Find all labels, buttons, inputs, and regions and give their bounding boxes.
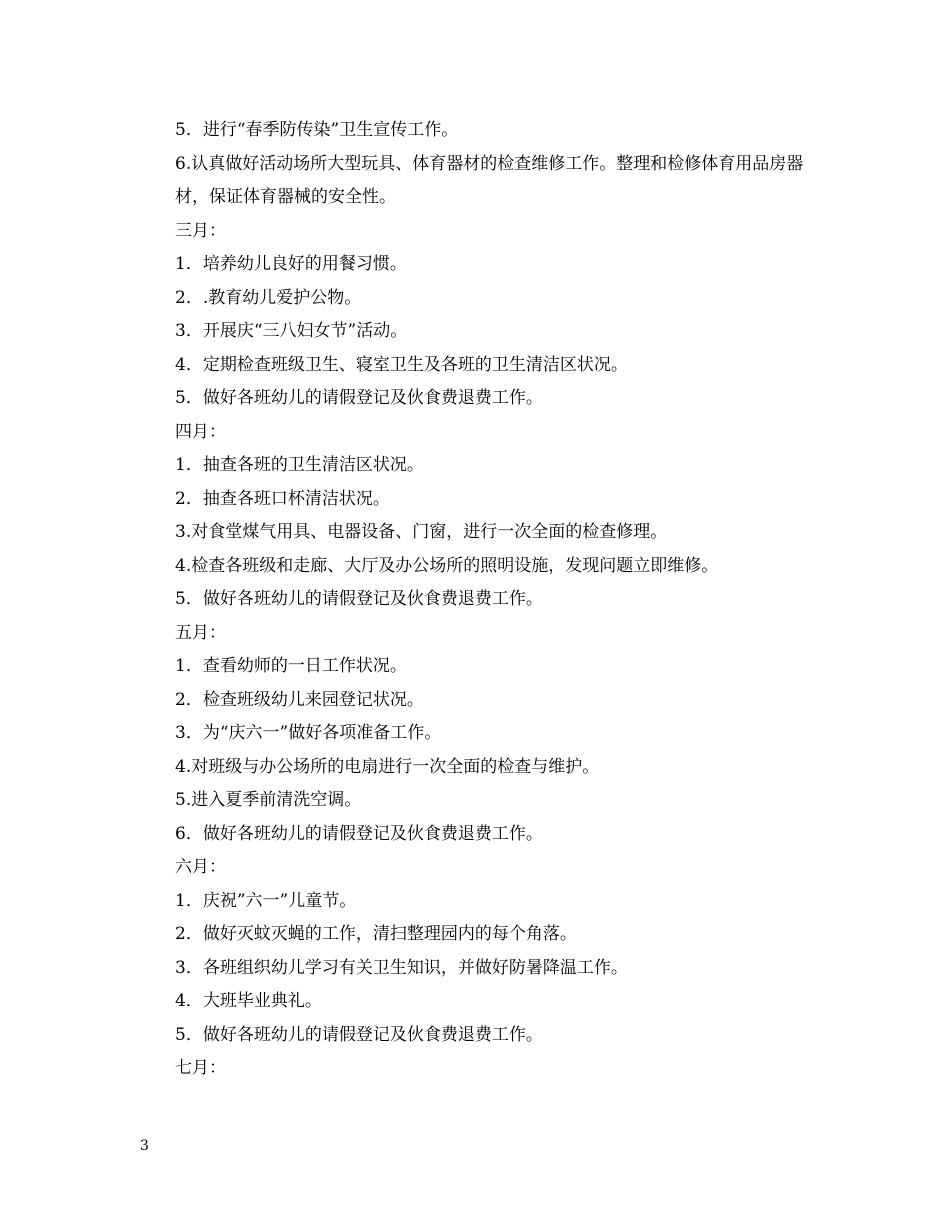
document-line: 6．做好各班幼儿的请假登记及伙食费退费工作。 <box>175 823 543 844</box>
document-line: 1．抽查各班的卫生清洁区状况。 <box>175 455 424 475</box>
document-line: 1．培养幼儿良好的用餐习惯。 <box>175 254 407 274</box>
document-line: 5．做好各班幼儿的请假登记及伙食费退费工作。 <box>175 388 543 408</box>
document-line: 三月： <box>175 220 226 241</box>
document-line: 4．定期检查班级卫生、寝室卫生及各班的卫生清洁区状况。 <box>175 354 628 375</box>
document-line: 2．.教育幼儿爱护公物。 <box>175 287 362 308</box>
document-line: 2．抽查各班口杯清洁状况。 <box>175 488 390 509</box>
document-line: 2．检查班级幼儿来园登记状况。 <box>175 689 424 710</box>
document-line: 3．开展庆“三八妇女节”活动。 <box>175 321 408 341</box>
document-line: 六月： <box>175 857 226 877</box>
document-line: 6.认真做好活动场所大型玩具、体育器材的检查维修工作。整理和检修体育用品房器材，保证体育器械的安全性。 <box>175 153 804 207</box>
document-line: 3．各班组织幼儿学习有关卫生知识，并做好防暑降温工作。 <box>175 957 628 978</box>
document-line: 2．做好灭蚊灭蝇的工作，清扫整理园内的每个角落。 <box>175 924 577 944</box>
document-line: 5．做好各班幼儿的请假登记及伙食费退费工作。 <box>175 589 543 609</box>
document-line: 七月： <box>175 1058 226 1078</box>
document-line: 3．为“庆六一”做好各项准备工作。 <box>175 723 442 743</box>
document-line: 5．做好各班幼儿的请假登记及伙食费退费工作。 <box>175 1024 543 1045</box>
document-body <box>140 114 812 1086</box>
document-line: 4.检查各班级和走廊、大厅及办公场所的照明设施，发现问题立即维修。 <box>175 555 719 576</box>
document-line: 4．大班毕业典礼。 <box>175 991 322 1011</box>
document-line: 1．查看幼师的一日工作状况。 <box>175 656 407 676</box>
document-line: 1．庆祝”六一”儿童节。 <box>175 890 357 911</box>
document-line: 五月： <box>175 622 226 643</box>
document-line: 5.进入夏季前清洗空调。 <box>175 790 362 810</box>
document-line: 5．进行“春季防传染”卫生宣传工作。 <box>175 120 459 140</box>
document-line: 3.对食堂煤气用具、电器设备、门窗，进行一次全面的检查修理。 <box>175 522 668 542</box>
page-number: 3 <box>140 1138 149 1154</box>
document-line: 四月： <box>175 421 226 442</box>
document-line: 4.对班级与办公场所的电扇进行一次全面的检查与维护。 <box>175 756 600 777</box>
